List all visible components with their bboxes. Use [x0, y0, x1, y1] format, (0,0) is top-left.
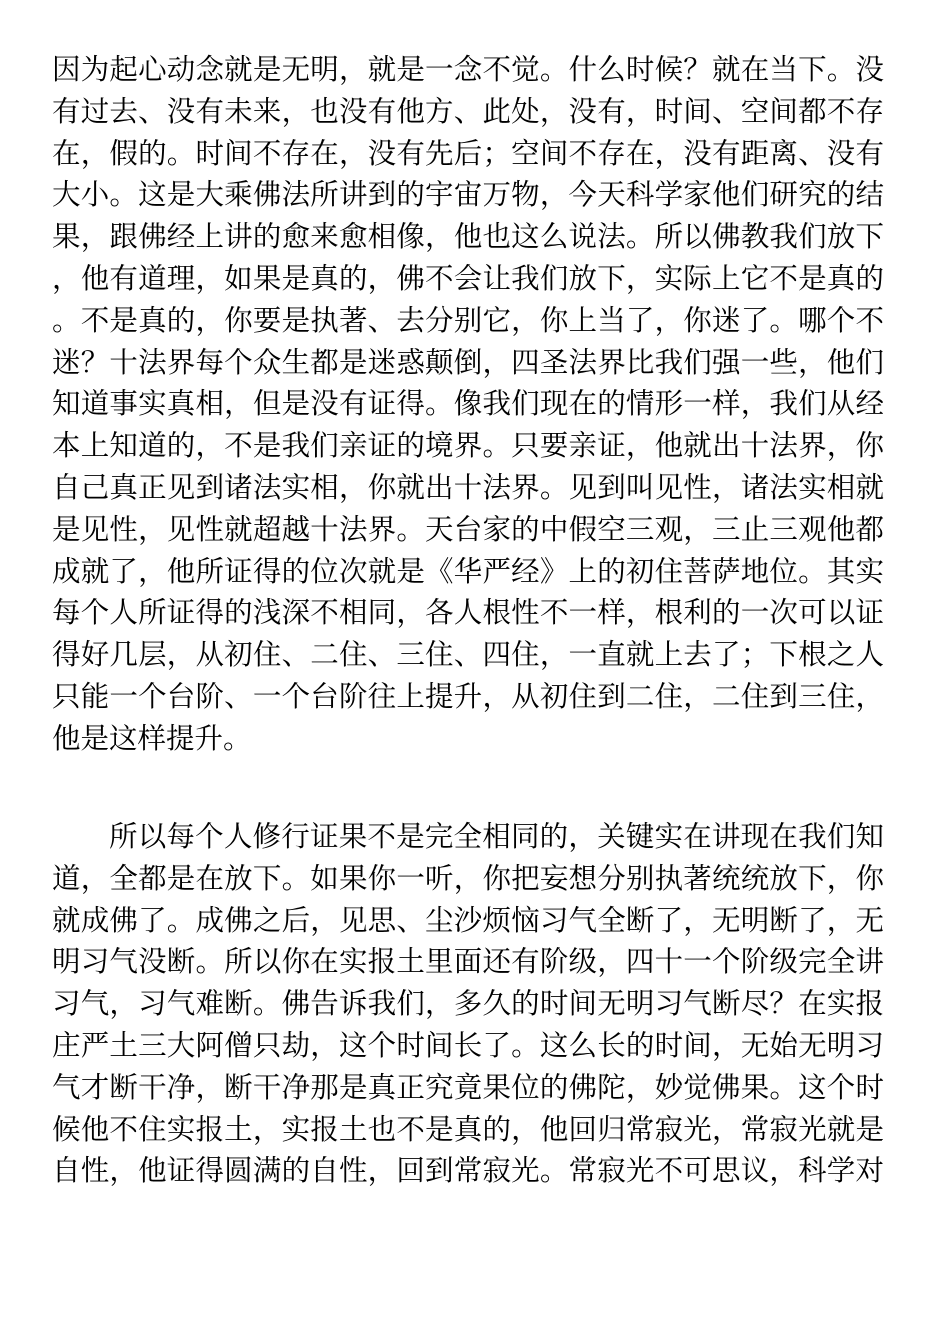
text-line: 。不是真的，你要是执著、去分别它，你上当了，你迷了。哪个不 — [52, 303, 884, 337]
text-line: 果，跟佛经上讲的愈来愈相像，他也这么说法。所以佛教我们放下 — [52, 220, 884, 254]
text-line: 因为起心动念就是无明，就是一念不觉。什么时候？就在当下。没 — [52, 53, 884, 86]
text-line: 有过去、没有未来，也没有他方、此处，没有，时间、空间都不存 — [52, 94, 884, 128]
text-line: 每个人所证得的浅深不相同，各人根性不一样，根利的一次可以证 — [52, 596, 884, 630]
text-line: 迷？十法界每个众生都是迷惑颠倒，四圣法界比我们强一些，他们 — [52, 345, 884, 379]
text-line: 得好几层，从初住、二住、三住、四住，一直就上去了；下根之人 — [52, 638, 884, 672]
text-line: 习气，习气难断。佛告诉我们，多久的时间无明习气断尽？在实报 — [52, 987, 884, 1021]
text-line: 只能一个台阶、一个台阶往上提升，从初住到二住，二住到三住， — [52, 679, 884, 713]
text-line: 是见性，见性就超越十法界。天台家的中假空三观，三止三观他都 — [52, 512, 884, 546]
text-line: 道，全都是在放下。如果你一听，你把妄想分别执著统统放下，你 — [52, 861, 884, 895]
text-line: 自性，他证得圆满的自性，回到常寂光。常寂光不可思议，科学对 — [52, 1154, 884, 1188]
paragraph-1 — [52, 49, 884, 760]
text-line: 在，假的。时间不存在，没有先后；空间不存在，没有距离、没有 — [52, 136, 884, 170]
text-line: 气才断干净，断干净那是真正究竟果位的佛陀，妙觉佛果。这个时 — [52, 1070, 884, 1104]
text-line: 庄严土三大阿僧只劫，这个时间长了。这么长的时间，无始无明习 — [52, 1028, 884, 1062]
text-line: 自己真正见到诸法实相，你就出十法界。见到叫见性，诸法实相就 — [52, 470, 884, 504]
text-line: 成就了，他所证得的位次就是《华严经》上的初住菩萨地位。其实 — [52, 554, 884, 588]
text-line: 所以每个人修行证果不是完全相同的，关键实在讲现在我们知 — [109, 820, 884, 853]
text-line: 候他不住实报土，实报土也不是真的，他回归常寂光，常寂光就是 — [52, 1112, 884, 1146]
paragraph-2 — [52, 816, 884, 1192]
text-line: 就成佛了。成佛之后，见思、尘沙烦恼习气全断了，无明断了，无 — [52, 903, 884, 937]
text-line: 明习气没断。所以你在实报土里面还有阶级，四十一个阶级完全讲 — [52, 945, 884, 979]
text-line: 他是这样提升。 — [52, 721, 252, 755]
text-line: 知道事实真相，但是没有证得。像我们现在的情形一样，我们从经 — [52, 387, 884, 421]
text-line: 大小。这是大乘佛法所讲到的宇宙万物，今天科学家他们研究的结 — [52, 178, 884, 212]
text-line: ，他有道理，如果是真的，佛不会让我们放下，实际上它不是真的 — [52, 261, 884, 295]
text-line: 本上知道的，不是我们亲证的境界。只要亲证，他就出十法界，你 — [52, 429, 884, 463]
